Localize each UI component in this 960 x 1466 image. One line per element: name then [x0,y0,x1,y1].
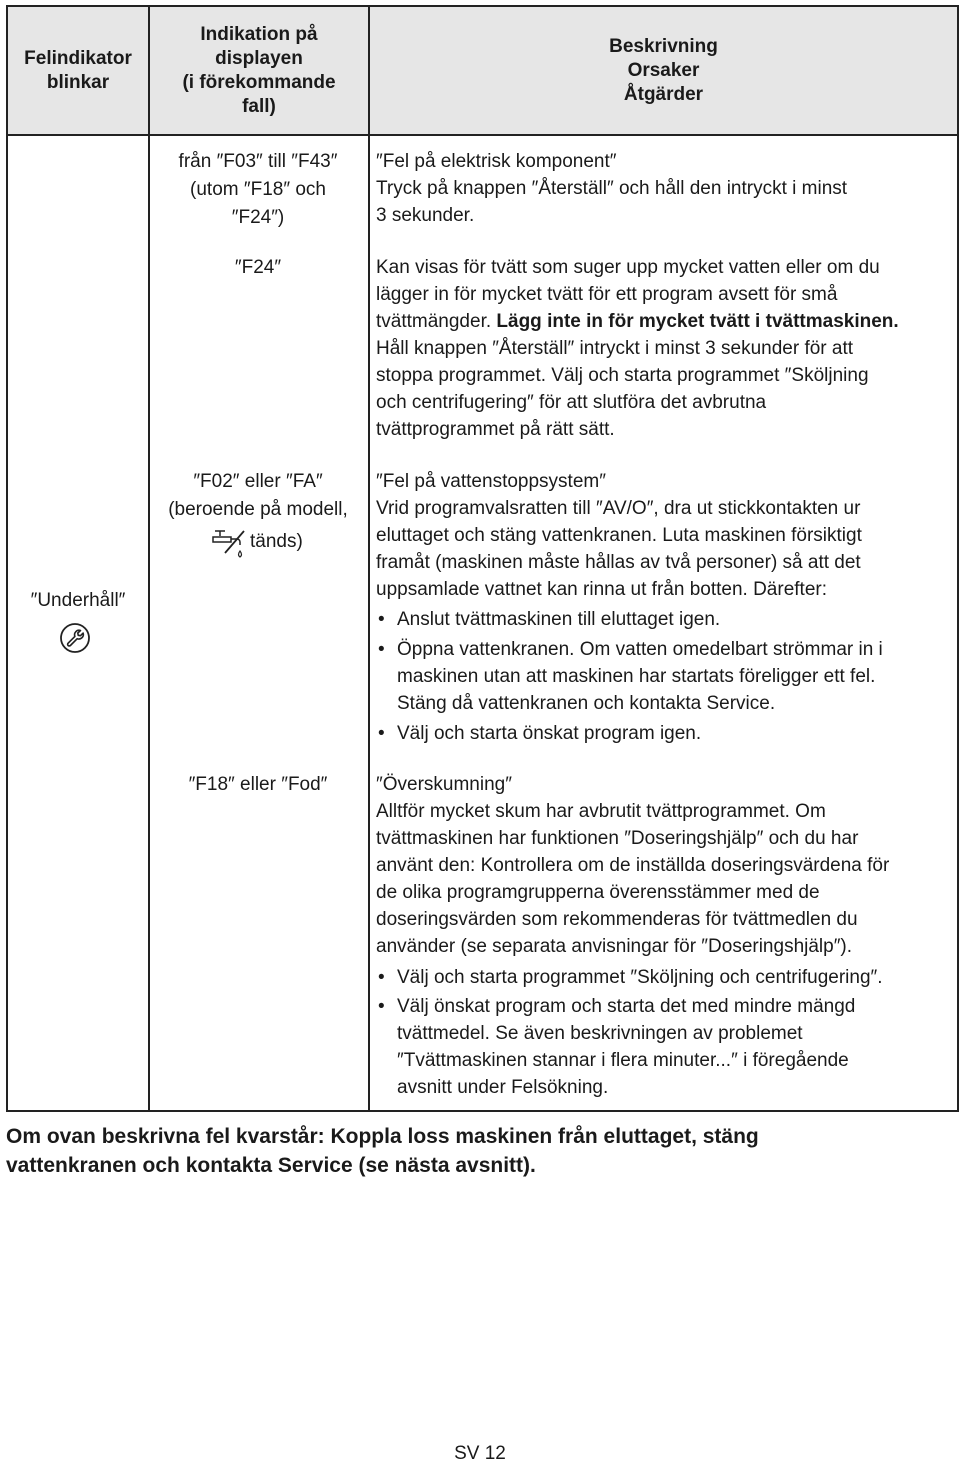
row4-bullet-1: • Välj och starta programmet ″Sköljning och centrifugering″. [378,967,883,988]
row4-bullet-2: • Välj önskat program och starta det med mindre mängd tvättmedel. Se även beskrivningen av problemet ″Tvättmaskinen stannar i flera minuter...″ i föregående avsnitt under Felsökning. [378,996,856,1098]
column-divider-2 [368,7,370,1110]
row2-desc-a: Kan visas för tvätt som suger upp mycket vatten eller om du lägger in för mycket tvätt för ett program avsett för små tvättmängder. [376,257,880,332]
maintenance-label: ″Underhåll″ [30,590,126,611]
row4-code: ″F18″ eller ″Fod″ [188,774,328,795]
row2-desc-bold: Lägg inte in för mycket tvätt i tvättmaskinen. [496,311,899,332]
row3-code: ″F02″ eller ″FA″ (beroende på modell, [168,471,348,520]
row2-desc-b: Håll knappen ″Återställ″ intryckt i minst 3 sekunder för att stoppa programmet. Välj och starta programmet ″Sköljning och centrifugering″ för att slutföra det avbrutna tvättprogrammet på rätt sätt. [376,338,869,440]
wrench-circle-icon [59,622,91,654]
row2-description [376,254,946,443]
row3-code-suffix: tänds) [250,531,303,552]
water-tap-icon [211,527,247,561]
row1-code: från ″F03″ till ″F43″ (utom ″F18″ och ″F24″) [178,151,338,228]
row3-description: ″Fel på vattenstoppsystem″ Vrid programvalsratten till ″AV/O″, dra ut stickkontakten ur eluttaget och stäng vattenkranen. Luta maskinen försiktigt framåt (maskinen måste hållas av två personer) så att det uppsamlade vattnet kan rinna ut från botten. Därefter: [376,471,862,600]
row4-description: ″Överskumning″ Alltför mycket skum har avbrutit tvättprogrammet. Om tvättmaskinen har funktionen ″Doseringshjälp″ och du har använt den: Kontrollera om de inställda doseringsvärdena för de olika programgrupperna överensstämmer med de doseringsvärden som rekommenderas för tvättmedlen du använder (se separata anvisningar för ″Doseringshjälp″). [376,774,890,957]
row2-code: ″F24″ [234,257,282,278]
row3-bullet-1: • Anslut tvättmaskinen till eluttaget igen. [378,609,721,630]
page-number: SV 12 [454,1443,506,1464]
row3-bullet-2: • Öppna vattenkranen. Om vatten omedelbart strömmar in i maskinen utan att maskinen har startats föreligger ett fel. Stäng då vattenkranen och kontakta Service. [378,639,883,714]
row1-description: ″Fel på elektrisk komponent″ Tryck på knappen ″Återställ″ och håll den intryckt i minst 3 sekunder. [376,151,848,226]
header-fault-indicator: Felindikator blinkar [24,47,132,93]
footer-note: Om ovan beskrivna fel kvarstår: Koppla loss maskinen från eluttaget, stäng vattenkranen och kontakta Service (se nästa avsnitt). [6,1125,759,1177]
header-description: Beskrivning Orsaker Åtgärder [609,35,718,105]
header-display-indication: Indikation på displayen (i förekommande fall) [182,23,336,117]
row3-bullet-3: • Välj och starta önskat program igen. [378,723,702,744]
